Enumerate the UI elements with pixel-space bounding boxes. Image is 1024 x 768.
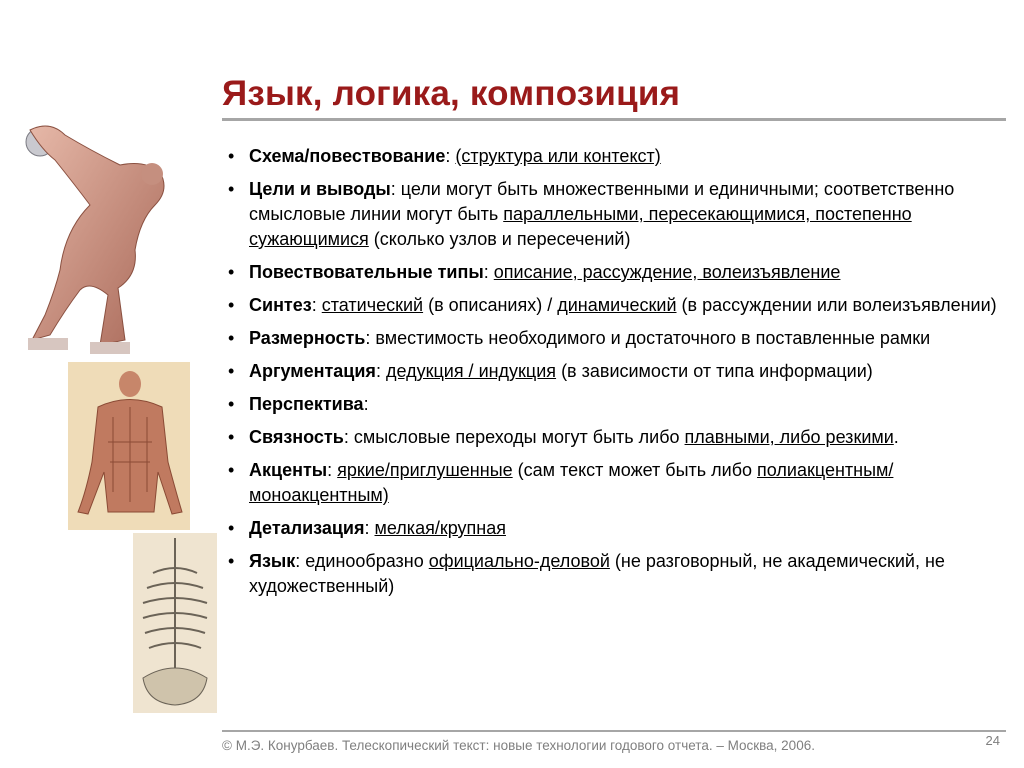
underlined-text: параллельными, пересекающимися, постепенно сужающимися [249, 204, 912, 249]
bullet-text: . [893, 427, 899, 447]
bullet-text: (в рассуждении или волеизъявлении) [676, 295, 997, 315]
bullet-text: (сколько узлов и пересечений) [368, 229, 631, 249]
muscle-anatomy-image [68, 362, 190, 530]
skeleton-spine-image [133, 533, 217, 713]
underlined-text: статический [321, 295, 424, 315]
bullet-item [228, 177, 1003, 252]
bullet-text: : [483, 262, 494, 282]
bullet-heading: Аргументация [249, 361, 376, 381]
bullet-marker: • [228, 551, 235, 571]
bullet-text: : [445, 146, 456, 166]
bullet-text: (не разговорный, не академический, не художественный) [249, 551, 945, 596]
underlined-text: динамический [557, 295, 677, 315]
title-divider [222, 118, 1006, 121]
bullet-text: : вместимость необходимого и достаточного в поставленные рамки [365, 328, 931, 348]
bullet-text: (в зависимости от типа информации) [556, 361, 873, 381]
bullet-item [228, 516, 1003, 541]
bullet-text: (в описаниях) / [423, 295, 558, 315]
bullet-heading: Цели и выводы [249, 179, 391, 199]
bullet-list [228, 144, 1003, 607]
page-number: 24 [985, 733, 1000, 748]
footer-divider [222, 730, 1006, 732]
bullet-text: : [311, 295, 322, 315]
bullet-marker: • [228, 427, 235, 447]
bullet-marker: • [228, 146, 235, 166]
bullet-marker: • [228, 262, 235, 282]
bullet-item [228, 458, 1003, 508]
bullet-item [228, 293, 1003, 318]
underlined-text: полиакцентным/ моноакцентным) [249, 460, 894, 505]
bullet-heading: Схема/повествование [249, 146, 446, 166]
bullet-item [228, 425, 1003, 450]
underlined-text: яркие/приглушенные [337, 460, 513, 480]
bullet-heading: Детализация [249, 518, 365, 538]
bullet-marker: • [228, 460, 235, 480]
underlined-text: дедукция / индукция [385, 361, 557, 381]
bullet-heading: Акценты [249, 460, 328, 480]
bullet-marker: • [228, 394, 235, 414]
underlined-text: официально-деловой [428, 551, 610, 571]
bullet-heading: Синтез [249, 295, 312, 315]
bullet-heading: Перспектива [249, 394, 364, 414]
bullet-marker: • [228, 328, 235, 348]
discobolus-statue-image [20, 110, 180, 360]
bullet-heading: Связность [249, 427, 344, 447]
bullet-text: : [327, 460, 338, 480]
footer-citation: © М.Э. Конурбаев. Телескопический текст: новые технологии годового отчета. – Москва, 2006. [222, 738, 815, 753]
bullet-item [228, 549, 1003, 599]
bullet-text: : цели могут быть множественными и единичными; соответственно смысловые линии могут быть [249, 179, 955, 224]
bullet-item [228, 392, 1003, 417]
underlined-text: (структура или контекст) [455, 146, 661, 166]
bullet-heading: Размерность [249, 328, 366, 348]
bullet-text: : [375, 361, 386, 381]
bullet-text: : единообразно [295, 551, 429, 571]
bullet-text: (сам текст может быть либо [512, 460, 758, 480]
bullet-text: : [364, 518, 375, 538]
bullet-item [228, 144, 1003, 169]
bullet-marker: • [228, 295, 235, 315]
bullet-item [228, 260, 1003, 285]
underlined-text: описание, рассуждение, волеизъявление [493, 262, 841, 282]
bullet-marker: • [228, 179, 235, 199]
bullet-heading: Язык [249, 551, 296, 571]
bullet-heading: Повествовательные типы [249, 262, 484, 282]
bullet-marker: • [228, 361, 235, 381]
bullet-text: : [363, 394, 369, 414]
bullet-marker: • [228, 518, 235, 538]
bullet-item [228, 326, 1003, 351]
underlined-text: плавными, либо резкими [684, 427, 894, 447]
bullet-text: : смысловые переходы могут быть либо [343, 427, 685, 447]
bullet-item [228, 359, 1003, 384]
underlined-text: мелкая/крупная [374, 518, 506, 538]
slide-title: Язык, логика, композиция [222, 74, 681, 113]
